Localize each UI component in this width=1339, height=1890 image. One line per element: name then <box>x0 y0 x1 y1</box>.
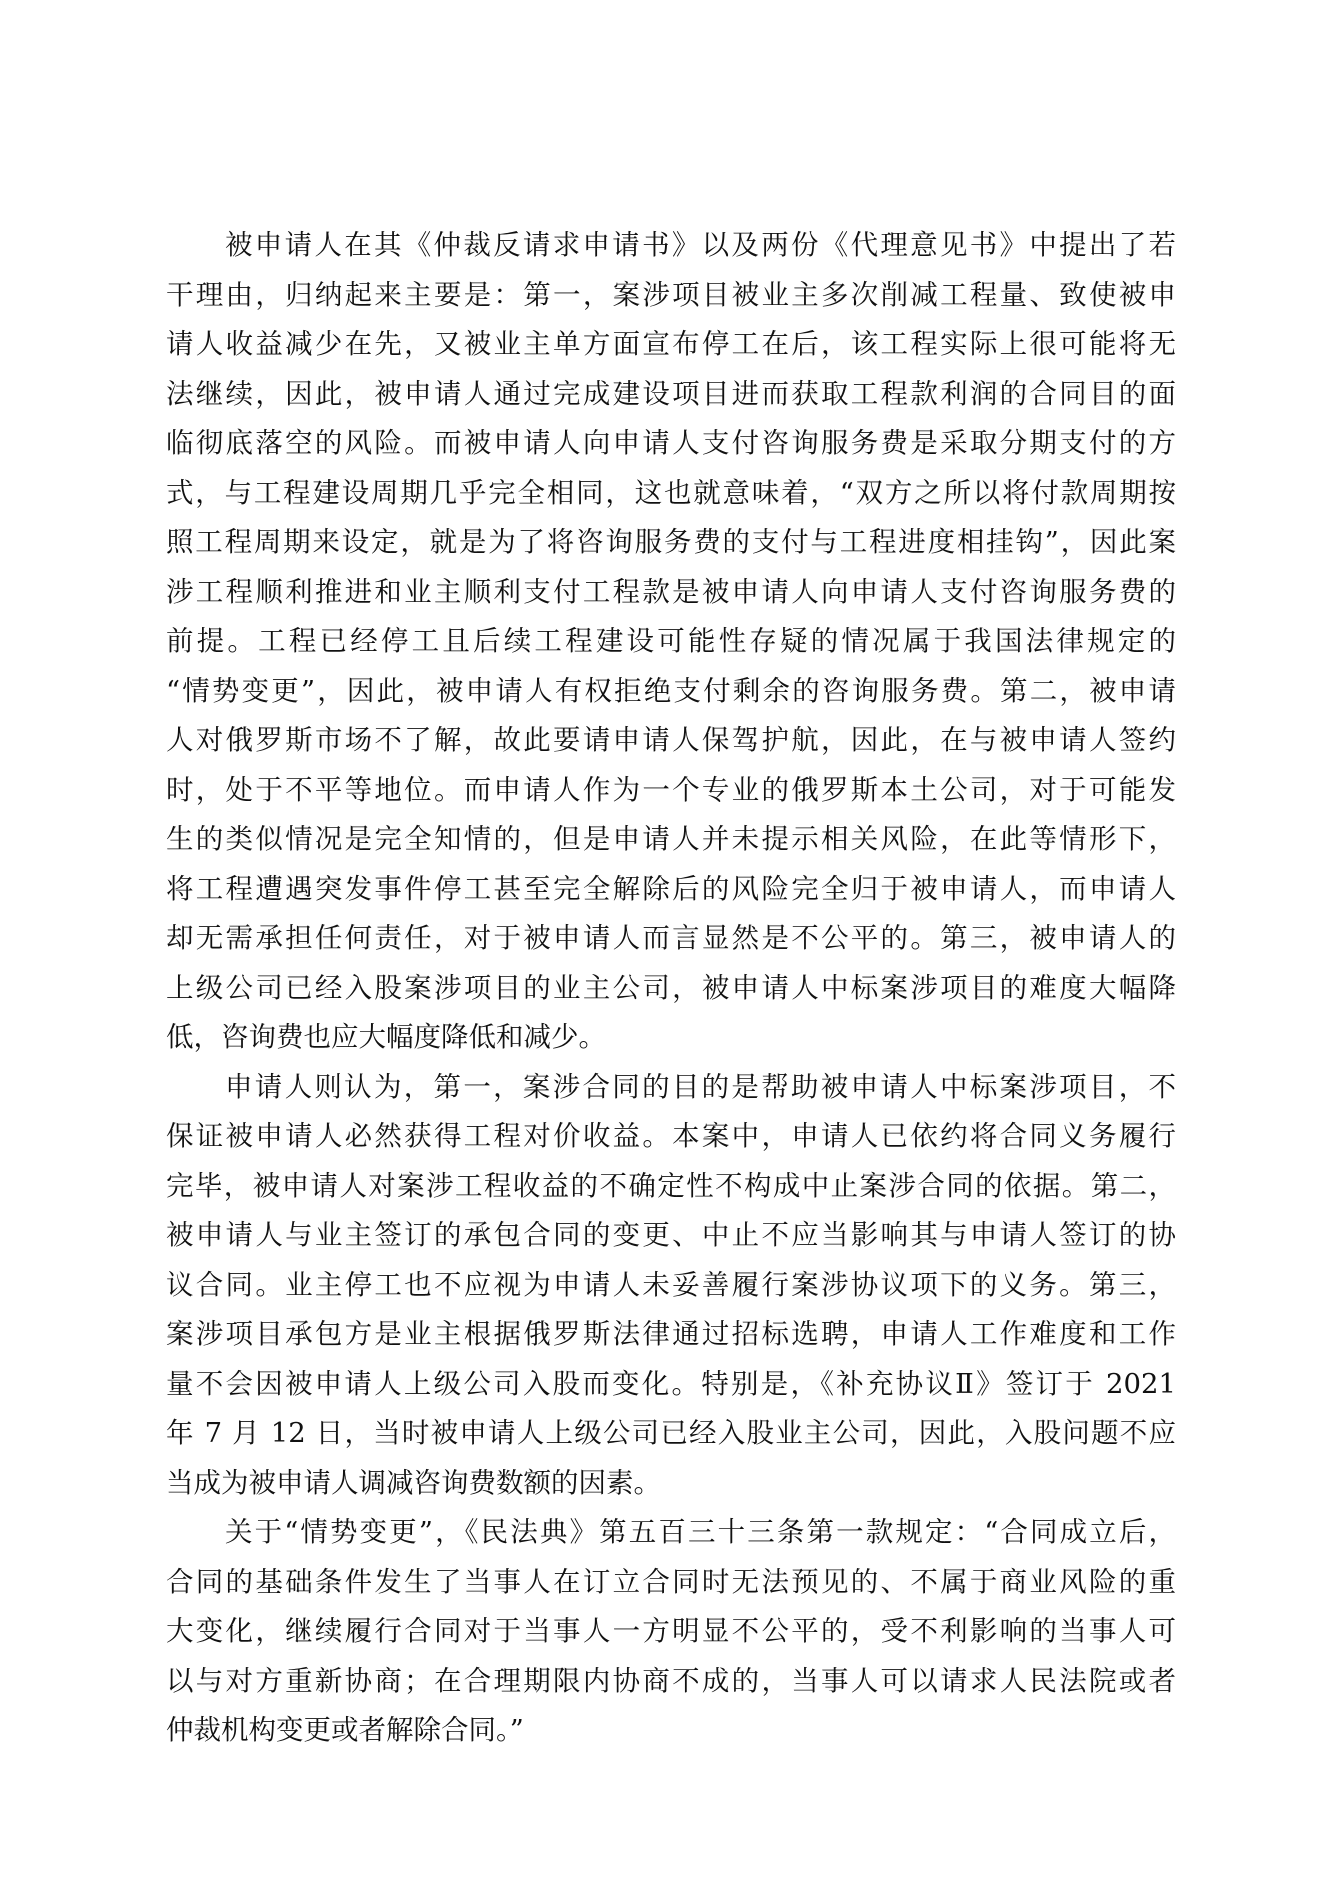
text-line: 量不会因被申请人上级公司入股而变化。特别是，《补充协议Ⅱ》签订于 2021 <box>166 1367 1176 1400</box>
text-line: 式，与工程建设周期几乎完全相同，这也就意味着，“双方之所以将付款周期按 <box>166 476 1176 509</box>
text-line: 前提。工程已经停工且后续工程建设可能性存疑的情况属于我国法律规定的 <box>166 625 1176 657</box>
text-line: 当成为被申请人调减咨询费数额的因素。 <box>166 1466 661 1499</box>
text-line: 案涉项目承包方是业主根据俄罗斯法律通过招标选聘，申请人工作难度和工作 <box>166 1318 1176 1350</box>
text-line: 法继续，因此，被申请人通过完成建设项目进而获取工程款利润的合同目的面 <box>166 377 1176 410</box>
text-line: 年 7 月 12 日，当时被申请人上级公司已经入股业主公司，因此，入股问题不应 <box>166 1417 1176 1449</box>
text-line: 将工程遭遇突发事件停工甚至完全解除后的风险完全归于被申请人，而申请人 <box>166 872 1176 905</box>
text-line: 低，咨询费也应大幅度降低和减少。 <box>166 1021 606 1053</box>
text-line: 被申请人在其《仲裁反请求申请书》以及两份《代理意见书》中提出了若 <box>225 229 1176 261</box>
paragraph-counterclaim-reasons <box>166 221 1176 1063</box>
text-line: 却无需承担任何责任，对于被申请人而言显然是不公平的。第三，被申请人的 <box>166 922 1176 954</box>
text-line: 时，处于不平等地位。而申请人作为一个专业的俄罗斯本土公司，对于可能发 <box>166 773 1176 806</box>
paragraph-claimant-position <box>166 1063 1176 1509</box>
text-line: 以与对方重新协商；在合理期限内协商不成的，当事人可以请求人民法院或者 <box>166 1664 1176 1697</box>
document-body <box>166 221 1176 1756</box>
text-line: 关于“情势变更”，《民法典》第五百三十三条第一款规定：“合同成立后， <box>225 1516 1176 1548</box>
text-line: 申请人则认为，第一，案涉合同的目的是帮助被申请人中标案涉项目，不 <box>225 1070 1176 1103</box>
text-line: 临彻底落空的风险。而被申请人向申请人支付咨询服务费是采取分期支付的方 <box>166 427 1176 459</box>
text-line: 合同的基础条件发生了当事人在订立合同时无法预见的、不属于商业风险的重 <box>166 1565 1176 1598</box>
text-line: 干理由，归纳起来主要是：第一，案涉项目被业主多次削减工程量、致使被申 <box>166 278 1176 311</box>
text-line: 仲裁机构变更或者解除合同。” <box>166 1714 524 1746</box>
text-line: 被申请人与业主签订的承包合同的变更、中止不应当影响其与申请人签订的协 <box>166 1219 1176 1251</box>
text-line: 人对俄罗斯市场不了解，故此要请申请人保驾护航，因此，在与被申请人签约 <box>166 724 1176 756</box>
text-line: 上级公司已经入股案涉项目的业主公司，被申请人中标案涉项目的难度大幅降 <box>166 971 1176 1004</box>
text-line: 保证被申请人必然获得工程对价收益。本案中，申请人已依约将合同义务履行 <box>166 1120 1176 1152</box>
text-line: 大变化，继续履行合同对于当事人一方明显不公平的，受不利影响的当事人可 <box>166 1615 1176 1647</box>
text-line: 生的类似情况是完全知情的，但是申请人并未提示相关风险，在此等情形下， <box>166 823 1176 855</box>
text-line: 议合同。业主停工也不应视为申请人未妥善履行案涉协议项下的义务。第三， <box>166 1268 1176 1301</box>
text-line: “情势变更”，因此，被申请人有权拒绝支付剩余的咨询服务费。第二，被申请 <box>166 674 1176 707</box>
text-line: 涉工程顺利推进和业主顺利支付工程款是被申请人向申请人支付咨询服务费的 <box>166 575 1176 608</box>
text-line: 完毕，被申请人对案涉工程收益的不确定性不构成中止案涉合同的依据。第二， <box>166 1169 1176 1202</box>
text-line: 请人收益减少在先，又被业主单方面宣布停工在后，该工程实际上很可能将无 <box>166 328 1176 360</box>
paragraph-civil-code-provision <box>166 1508 1176 1756</box>
text-line: 照工程周期来设定，就是为了将咨询服务费的支付与工程进度相挂钩”，因此案 <box>166 526 1176 558</box>
